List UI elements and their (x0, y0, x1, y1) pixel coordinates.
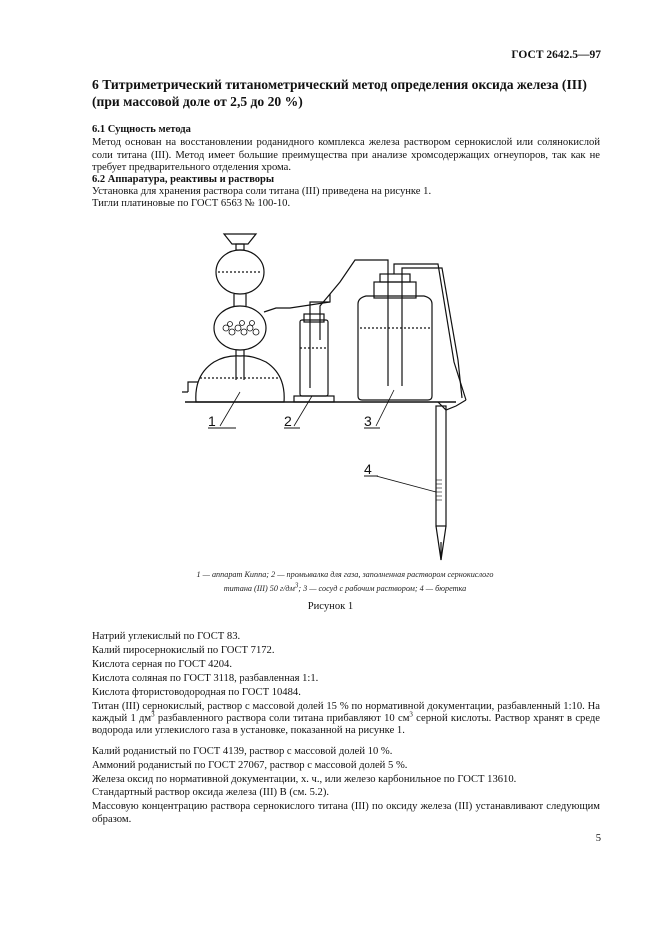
figure-label-1: 1 (208, 413, 216, 429)
subsection-6-1-title: 6.1 Сущность метода (92, 124, 191, 135)
burette (436, 400, 466, 560)
reagent-line: Железа оксид по нормативной документации, х. ч., или железо карбонильное по ГОСТ 13610. (92, 774, 517, 785)
reagent-line: Калий пиросернокислый по ГОСТ 7172. (92, 645, 275, 656)
standard-code: ГОСТ 2642.5—97 (511, 49, 601, 61)
caption-line-1: 1 — аппарат Киппа; 2 — промывалка для газа, заполненная раствором сернокислого (196, 570, 494, 579)
titanium-paragraph: Титан (III) сернокислый, раствор с массовой долей 15 % по нормативной документации, разбавленный 1:10. На каждый 1 $дм^3$ разбавленного раствора соли титана прибавляют 10 $см^3$ серной кислоты. Раствор хранят в среде водорода или углекислого газа в установке, показанной на рисунке 1. (92, 701, 600, 737)
subsection-6-1-text: Метод основан на восстановлении роданидного комплекса железа раствором сернокислой или солянокислой соли титана (III). Метод имеет большие преимущества при анализе хромсодержащих огнеупоров, так как не требует предварительного отделения хрома. (92, 137, 600, 173)
figure-label-3: 3 (364, 413, 372, 429)
apparatus-figure (180, 210, 480, 565)
reagent-line: Натрий углекислый по ГОСТ 83. (92, 631, 241, 642)
figure-caption (150, 568, 540, 596)
gas-wash-bottle (294, 260, 385, 402)
reagent-line: Стандартный раствор оксида железа (III) В (см. 5.2). (92, 787, 330, 798)
reagent-line: Кислота фтористоводородная по ГОСТ 10484. (92, 687, 301, 698)
last-paragraph: Массовую концентрацию раствора сернокислого титана (III) по оксиду железа (III) устанавливают следующим образом. (92, 801, 600, 825)
reagent-line: Кислота соляная по ГОСТ 3118, разбавленная 1:1. (92, 673, 319, 684)
figure-label-2: 2 (284, 413, 292, 429)
subsection-6-2-line1: Установка для хранения раствора соли титана (III) приведена на рисунке 1. (92, 186, 432, 197)
section-title: 6 Титриметрический титанометрический метод определения оксида железа (III) (при массовой доле от 2,5 до 20 %) (92, 77, 587, 109)
working-solution-vessel (358, 260, 466, 400)
subsection-6-2-line2: Тигли платиновые по ГОСТ 6563 № 100-10. (92, 198, 291, 209)
subsection-6-2-title: 6.2 Аппаратура, реактивы и растворы (92, 174, 275, 185)
figure-label-4: 4 (364, 461, 372, 477)
reagent-line: Аммоний роданистый по ГОСТ 27067, раствор с массовой долей 5 %. (92, 760, 408, 771)
caption-line-2: титана (III) 50 $г/дм^3$; 3 — сосуд с рабочим раствором; 4 — бюретка (223, 581, 467, 593)
reagent-line: Калий роданистый по ГОСТ 4139, раствор с массовой долей 10 %. (92, 746, 393, 757)
figure-title: Рисунок 1 (307, 601, 354, 612)
page-number: 5 (595, 833, 601, 844)
kipp-apparatus (182, 234, 330, 402)
reagent-line: Кислота серная по ГОСТ 4204. (92, 659, 232, 670)
